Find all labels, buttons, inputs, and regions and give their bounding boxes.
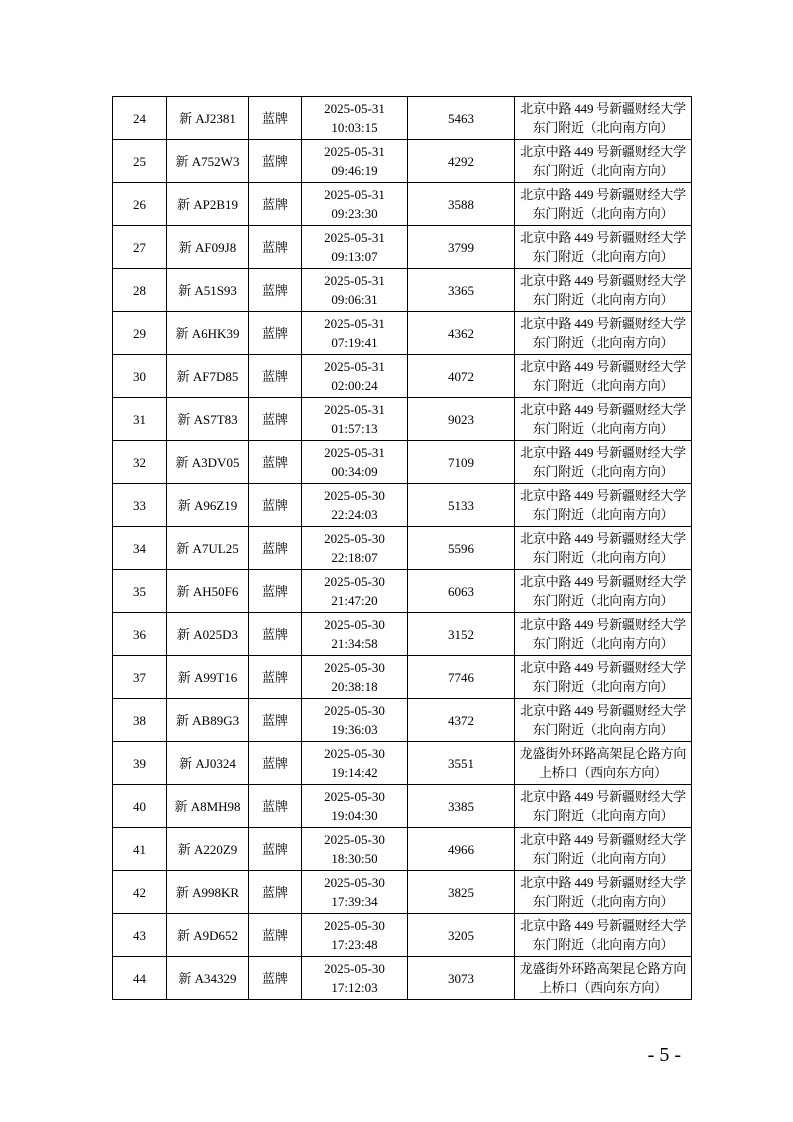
location-cell-line-1: 北京中路 449 号新疆财经大学 [520,918,686,933]
location-cell [515,656,692,699]
location-cell [515,312,692,355]
table-row [113,398,692,441]
datetime-cell [302,226,408,269]
datetime-cell-line-1: 2025-05-30 [324,961,385,976]
row-number-cell: 44 [113,957,167,1000]
plate-color-cell: 蓝牌 [249,140,302,183]
location-cell-line-2: 东门附近（北向南方向） [532,808,674,823]
datetime-cell-line-1: 2025-05-30 [324,918,385,933]
plate-color-cell: 蓝牌 [249,226,302,269]
plate-number-cell: 新 AJ0324 [167,742,249,785]
row-number-cell: 37 [113,656,167,699]
row-number-cell: 41 [113,828,167,871]
plate-color-cell: 蓝牌 [249,742,302,785]
plate-color-cell: 蓝牌 [249,957,302,1000]
row-number-cell: 43 [113,914,167,957]
plate-number-cell: 新 A8MH98 [167,785,249,828]
location-cell [515,742,692,785]
datetime-cell-line-2: 09:13:07 [331,249,378,264]
location-cell-line-1: 北京中路 449 号新疆财经大学 [520,101,686,116]
datetime-cell-line-1: 2025-05-31 [324,445,385,460]
datetime-cell-line-2: 22:18:07 [331,550,378,565]
plate-number-cell: 新 A6HK39 [167,312,249,355]
datetime-cell-line-1: 2025-05-30 [324,488,385,503]
location-cell-line-1: 北京中路 449 号新疆财经大学 [520,230,686,245]
location-cell-line-1: 北京中路 449 号新疆财经大学 [520,187,686,202]
record-id-cell: 5596 [408,527,515,570]
location-cell-line-1: 北京中路 449 号新疆财经大学 [520,574,686,589]
plate-number-cell: 新 AS7T83 [167,398,249,441]
plate-number-cell: 新 AH50F6 [167,570,249,613]
location-cell-line-2: 东门附近（北向南方向） [532,464,674,479]
location-cell-line-1: 北京中路 449 号新疆财经大学 [520,617,686,632]
datetime-cell [302,140,408,183]
location-cell-line-2: 东门附近（北向南方向） [532,937,674,952]
record-id-cell: 4966 [408,828,515,871]
table-row [113,914,692,957]
row-number-cell: 33 [113,484,167,527]
plate-number-cell: 新 A34329 [167,957,249,1000]
location-cell-line-2: 东门附近（北向南方向） [532,292,674,307]
row-number-cell: 42 [113,871,167,914]
location-cell-line-2: 东门附近（北向南方向） [532,507,674,522]
datetime-cell-line-1: 2025-05-30 [324,703,385,718]
datetime-cell [302,656,408,699]
datetime-cell-line-2: 07:19:41 [331,335,378,350]
row-number-cell: 25 [113,140,167,183]
datetime-cell-line-1: 2025-05-31 [324,101,385,116]
record-id-cell: 3152 [408,613,515,656]
datetime-cell-line-1: 2025-05-30 [324,746,385,761]
plate-color-cell: 蓝牌 [249,183,302,226]
row-number-cell: 31 [113,398,167,441]
location-cell-line-2: 东门附近（北向南方向） [532,679,674,694]
datetime-cell-line-1: 2025-05-31 [324,316,385,331]
table-row [113,699,692,742]
location-cell-line-2: 东门附近（北向南方向） [532,593,674,608]
plate-number-cell: 新 A998KR [167,871,249,914]
table-row [113,742,692,785]
datetime-cell-line-2: 09:23:30 [331,206,378,221]
plate-number-cell: 新 AP2B19 [167,183,249,226]
record-id-cell: 7109 [408,441,515,484]
table-row [113,570,692,613]
datetime-cell [302,312,408,355]
row-number-cell: 38 [113,699,167,742]
plate-color-cell: 蓝牌 [249,355,302,398]
datetime-cell-line-2: 19:36:03 [331,722,378,737]
location-cell [515,570,692,613]
table-row [113,785,692,828]
record-id-cell: 3205 [408,914,515,957]
location-cell-line-1: 北京中路 449 号新疆财经大学 [520,703,686,718]
location-cell-line-1: 北京中路 449 号新疆财经大学 [520,316,686,331]
datetime-cell-line-2: 20:38:18 [331,679,378,694]
plate-number-cell: 新 AJ2381 [167,97,249,140]
plate-number-cell: 新 AF09J8 [167,226,249,269]
record-id-cell: 3799 [408,226,515,269]
location-cell-line-1: 龙盛街外环路高架昆仑路方向 [519,746,687,761]
records-table [112,96,692,1000]
datetime-cell [302,441,408,484]
row-number-cell: 40 [113,785,167,828]
plate-color-cell: 蓝牌 [249,484,302,527]
location-cell-line-1: 龙盛街外环路高架昆仑路方向 [519,961,687,976]
location-cell-line-2: 东门附近（北向南方向） [532,851,674,866]
table-row [113,957,692,1000]
page-number: - 5 - [647,1044,681,1066]
table-row [113,97,692,140]
row-number-cell: 29 [113,312,167,355]
plate-number-cell: 新 A3DV05 [167,441,249,484]
plate-color-cell: 蓝牌 [249,828,302,871]
location-cell-line-1: 北京中路 449 号新疆财经大学 [520,531,686,546]
datetime-cell [302,742,408,785]
row-number-cell: 30 [113,355,167,398]
location-cell-line-1: 北京中路 449 号新疆财经大学 [520,789,686,804]
location-cell [515,828,692,871]
location-cell-line-2: 东门附近（北向南方向） [532,636,674,651]
plate-color-cell: 蓝牌 [249,914,302,957]
location-cell-line-2: 东门附近（北向南方向） [532,206,674,221]
datetime-cell-line-2: 10:03:15 [331,120,378,135]
datetime-cell-line-2: 02:00:24 [331,378,378,393]
location-cell-line-1: 北京中路 449 号新疆财经大学 [520,875,686,890]
location-cell-line-2: 东门附近（北向南方向） [532,550,674,565]
datetime-cell [302,785,408,828]
row-number-cell: 28 [113,269,167,312]
location-cell-line-1: 北京中路 449 号新疆财经大学 [520,488,686,503]
datetime-cell [302,269,408,312]
location-cell [515,226,692,269]
location-cell-line-1: 北京中路 449 号新疆财经大学 [520,273,686,288]
datetime-cell-line-1: 2025-05-31 [324,144,385,159]
row-number-cell: 36 [113,613,167,656]
datetime-cell-line-2: 01:57:13 [331,421,378,436]
datetime-cell-line-1: 2025-05-31 [324,359,385,374]
record-id-cell: 3551 [408,742,515,785]
datetime-cell [302,613,408,656]
location-cell [515,355,692,398]
plate-number-cell: 新 AB89G3 [167,699,249,742]
location-cell [515,398,692,441]
datetime-cell-line-1: 2025-05-30 [324,875,385,890]
datetime-cell-line-2: 19:04:30 [331,808,378,823]
datetime-cell-line-2: 09:46:19 [331,163,378,178]
record-id-cell: 3385 [408,785,515,828]
plate-number-cell: 新 A025D3 [167,613,249,656]
plate-color-cell: 蓝牌 [249,527,302,570]
location-cell-line-2: 东门附近（北向南方向） [532,335,674,350]
plate-number-cell: 新 A99T16 [167,656,249,699]
location-cell-line-2: 东门附近（北向南方向） [532,163,674,178]
location-cell [515,97,692,140]
record-id-cell: 4292 [408,140,515,183]
record-id-cell: 3825 [408,871,515,914]
location-cell-line-1: 北京中路 449 号新疆财经大学 [520,402,686,417]
plate-color-cell: 蓝牌 [249,312,302,355]
datetime-cell-line-2: 17:23:48 [331,937,378,952]
datetime-cell-line-1: 2025-05-30 [324,832,385,847]
row-number-cell: 34 [113,527,167,570]
plate-number-cell: 新 A96Z19 [167,484,249,527]
record-id-cell: 4072 [408,355,515,398]
table-row [113,312,692,355]
table-row [113,828,692,871]
datetime-cell-line-2: 17:12:03 [331,980,378,995]
record-id-cell: 4362 [408,312,515,355]
records-table-body [113,97,692,1000]
plate-number-cell: 新 A51S93 [167,269,249,312]
location-cell-line-2: 东门附近（北向南方向） [532,421,674,436]
location-cell-line-2: 东门附近（北向南方向） [532,378,674,393]
plate-color-cell: 蓝牌 [249,398,302,441]
location-cell [515,183,692,226]
record-id-cell: 4372 [408,699,515,742]
datetime-cell-line-1: 2025-05-30 [324,531,385,546]
table-row [113,527,692,570]
datetime-cell-line-1: 2025-05-31 [324,273,385,288]
location-cell [515,914,692,957]
plate-color-cell: 蓝牌 [249,441,302,484]
plate-number-cell: 新 A9D652 [167,914,249,957]
table-row [113,140,692,183]
location-cell-line-2: 上桥口（西向东方向） [538,980,667,995]
location-cell-line-1: 北京中路 449 号新疆财经大学 [520,359,686,374]
datetime-cell-line-1: 2025-05-31 [324,230,385,245]
row-number-cell: 35 [113,570,167,613]
plate-number-cell: 新 A220Z9 [167,828,249,871]
plate-color-cell: 蓝牌 [249,613,302,656]
record-id-cell: 3365 [408,269,515,312]
datetime-cell [302,699,408,742]
location-cell-line-1: 北京中路 449 号新疆财经大学 [520,445,686,460]
row-number-cell: 27 [113,226,167,269]
location-cell [515,957,692,1000]
datetime-cell [302,570,408,613]
table-row [113,183,692,226]
plate-number-cell: 新 AF7D85 [167,355,249,398]
row-number-cell: 32 [113,441,167,484]
record-id-cell: 3588 [408,183,515,226]
location-cell-line-2: 上桥口（西向东方向） [538,765,667,780]
plate-number-cell: 新 A752W3 [167,140,249,183]
datetime-cell [302,957,408,1000]
plate-color-cell: 蓝牌 [249,785,302,828]
record-id-cell: 6063 [408,570,515,613]
location-cell [515,269,692,312]
location-cell-line-1: 北京中路 449 号新疆财经大学 [520,144,686,159]
location-cell [515,441,692,484]
datetime-cell [302,97,408,140]
record-id-cell: 5463 [408,97,515,140]
location-cell-line-2: 东门附近（北向南方向） [532,894,674,909]
row-number-cell: 26 [113,183,167,226]
datetime-cell-line-2: 17:39:34 [331,894,378,909]
row-number-cell: 24 [113,97,167,140]
datetime-cell-line-1: 2025-05-30 [324,660,385,675]
location-cell [515,785,692,828]
datetime-cell-line-2: 00:34:09 [331,464,378,479]
datetime-cell-line-2: 18:30:50 [331,851,378,866]
plate-color-cell: 蓝牌 [249,656,302,699]
record-id-cell: 5133 [408,484,515,527]
plate-color-cell: 蓝牌 [249,269,302,312]
datetime-cell [302,183,408,226]
datetime-cell-line-1: 2025-05-31 [324,402,385,417]
datetime-cell-line-1: 2025-05-30 [324,789,385,804]
datetime-cell-line-2: 22:24:03 [331,507,378,522]
datetime-cell-line-2: 21:47:20 [331,593,378,608]
datetime-cell [302,828,408,871]
datetime-cell-line-1: 2025-05-31 [324,187,385,202]
table-row [113,871,692,914]
record-id-cell: 3073 [408,957,515,1000]
datetime-cell [302,355,408,398]
record-id-cell: 9023 [408,398,515,441]
location-cell-line-2: 东门附近（北向南方向） [532,120,674,135]
location-cell [515,484,692,527]
record-id-cell: 7746 [408,656,515,699]
table-row [113,269,692,312]
plate-color-cell: 蓝牌 [249,97,302,140]
table-row [113,484,692,527]
datetime-cell-line-1: 2025-05-30 [324,617,385,632]
row-number-cell: 39 [113,742,167,785]
location-cell [515,871,692,914]
datetime-cell-line-2: 09:06:31 [331,292,378,307]
location-cell [515,613,692,656]
datetime-cell-line-2: 19:14:42 [331,765,378,780]
table-row [113,656,692,699]
plate-color-cell: 蓝牌 [249,871,302,914]
datetime-cell [302,871,408,914]
location-cell [515,699,692,742]
plate-number-cell: 新 A7UL25 [167,527,249,570]
location-cell-line-1: 北京中路 449 号新疆财经大学 [520,832,686,847]
datetime-cell-line-1: 2025-05-30 [324,574,385,589]
datetime-cell [302,527,408,570]
location-cell-line-2: 东门附近（北向南方向） [532,722,674,737]
datetime-cell [302,914,408,957]
location-cell [515,527,692,570]
table-row [113,226,692,269]
location-cell-line-2: 东门附近（北向南方向） [532,249,674,264]
table-row [113,613,692,656]
location-cell-line-1: 北京中路 449 号新疆财经大学 [520,660,686,675]
location-cell [515,140,692,183]
datetime-cell [302,484,408,527]
plate-color-cell: 蓝牌 [249,570,302,613]
table-row [113,355,692,398]
datetime-cell-line-2: 21:34:58 [331,636,378,651]
datetime-cell [302,398,408,441]
table-row [113,441,692,484]
plate-color-cell: 蓝牌 [249,699,302,742]
